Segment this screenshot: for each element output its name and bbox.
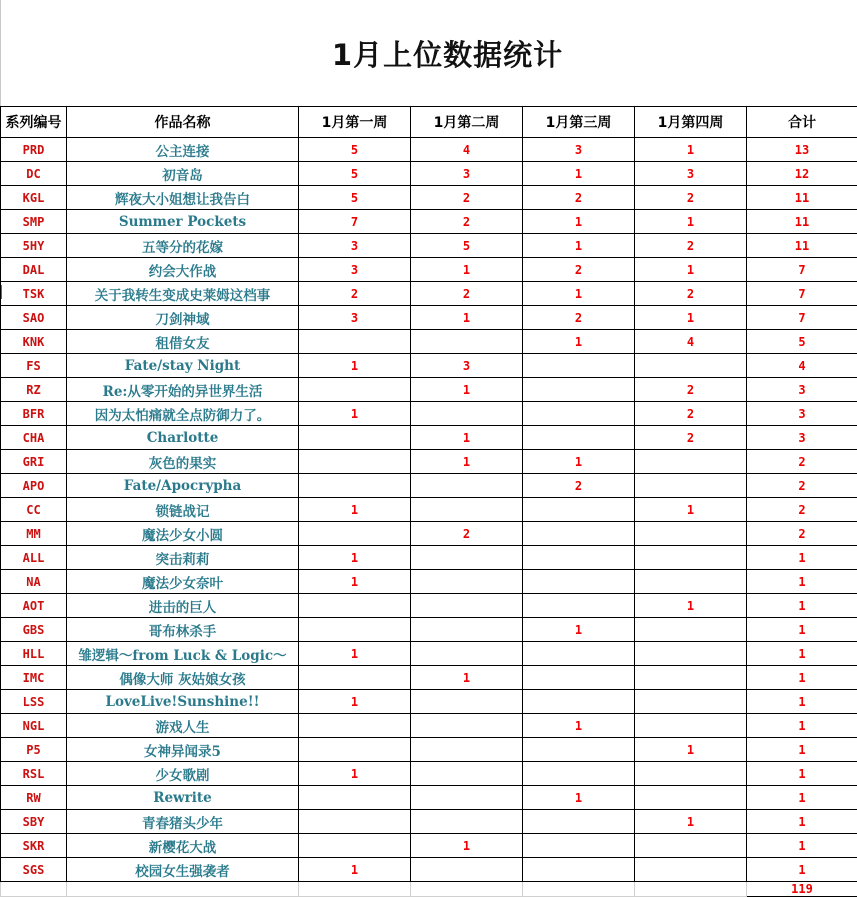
table-row (1, 738, 857, 762)
week3-cell (523, 762, 635, 786)
total-cell: 1 (747, 762, 857, 786)
header-name: 作品名称 (67, 107, 299, 138)
title-cell: 锁链战记 (67, 498, 299, 522)
total-cell: 1 (747, 666, 857, 690)
stats-table (0, 106, 857, 897)
week4-cell (635, 474, 747, 498)
series-code-cell: GBS (1, 618, 67, 642)
title-cell: Charlotte (67, 426, 299, 450)
week3-cell: 2 (523, 474, 635, 498)
series-code-cell: DAL (1, 258, 67, 282)
week3-cell: 1 (523, 450, 635, 474)
table-row (1, 330, 857, 354)
title-cell: 魔法少女奈叶 (67, 570, 299, 594)
week2-cell (411, 570, 523, 594)
week2-cell (411, 762, 523, 786)
title-cell: 校园女生强袭者 (67, 858, 299, 882)
table-row (1, 378, 857, 402)
week1-cell (299, 834, 411, 858)
week1-cell: 2 (299, 282, 411, 306)
week2-cell: 3 (411, 162, 523, 186)
table-row (1, 690, 857, 714)
title-cell: 新樱花大战 (67, 834, 299, 858)
week4-cell: 1 (635, 306, 747, 330)
week1-cell (299, 378, 411, 402)
series-code-cell: SMP (1, 210, 67, 234)
week1-cell (299, 330, 411, 354)
week4-cell: 2 (635, 234, 747, 258)
title-cell: LoveLive!Sunshine!! (67, 690, 299, 714)
week2-cell: 1 (411, 450, 523, 474)
title-cell: 游戏人生 (67, 714, 299, 738)
week1-cell (299, 714, 411, 738)
week4-cell: 2 (635, 378, 747, 402)
week1-cell (299, 450, 411, 474)
title-cell: 刀剑神域 (67, 306, 299, 330)
week4-cell: 1 (635, 498, 747, 522)
table-row (1, 282, 857, 306)
week4-cell (635, 618, 747, 642)
week4-cell: 1 (635, 258, 747, 282)
footer-cell (67, 882, 299, 897)
table-row (1, 402, 857, 426)
total-cell: 7 (747, 282, 857, 306)
week3-cell: 1 (523, 714, 635, 738)
week1-cell: 1 (299, 642, 411, 666)
table-row (1, 546, 857, 570)
week2-cell (411, 474, 523, 498)
week3-cell (523, 690, 635, 714)
week1-cell: 1 (299, 762, 411, 786)
table-row (1, 450, 857, 474)
series-code-cell: APO (1, 474, 67, 498)
series-code-cell: BFR (1, 402, 67, 426)
week3-cell: 1 (523, 618, 635, 642)
series-code-cell: KGL (1, 186, 67, 210)
title-cell: 魔法少女小圆 (67, 522, 299, 546)
week2-cell: 5 (411, 234, 523, 258)
title-cell: 青春猪头少年 (67, 810, 299, 834)
week2-cell (411, 786, 523, 810)
total-cell: 1 (747, 570, 857, 594)
footer-cell (523, 882, 635, 897)
title-cell: 突击莉莉 (67, 546, 299, 570)
table-row (1, 570, 857, 594)
week2-cell (411, 594, 523, 618)
series-code-cell: KNK (1, 330, 67, 354)
week1-cell (299, 738, 411, 762)
series-code-cell: TSK (1, 282, 67, 306)
table-row (1, 618, 857, 642)
week1-cell: 5 (299, 162, 411, 186)
series-code-cell: RZ (1, 378, 67, 402)
week4-cell: 2 (635, 282, 747, 306)
week1-cell: 3 (299, 234, 411, 258)
table-row (1, 810, 857, 834)
week4-cell: 4 (635, 330, 747, 354)
week3-cell: 2 (523, 306, 635, 330)
series-code-cell: RW (1, 786, 67, 810)
series-code-cell: SAO (1, 306, 67, 330)
total-cell: 3 (747, 378, 857, 402)
week1-cell: 1 (299, 546, 411, 570)
table-row (1, 498, 857, 522)
title-cell: 女神异闻录5 (67, 738, 299, 762)
week3-cell (523, 546, 635, 570)
total-cell: 11 (747, 210, 857, 234)
table-row (1, 426, 857, 450)
week1-cell (299, 474, 411, 498)
table-row (1, 642, 857, 666)
total-cell: 5 (747, 330, 857, 354)
series-code-cell: ALL (1, 546, 67, 570)
week4-cell: 1 (635, 738, 747, 762)
table-row (1, 234, 857, 258)
week3-cell (523, 378, 635, 402)
week3-cell (523, 858, 635, 882)
series-code-cell: CC (1, 498, 67, 522)
header-code: 系列编号 (1, 107, 67, 138)
series-code-cell: HLL (1, 642, 67, 666)
week1-cell: 3 (299, 306, 411, 330)
week1-cell: 5 (299, 186, 411, 210)
week4-cell (635, 570, 747, 594)
header-row (1, 107, 857, 138)
series-code-cell: LSS (1, 690, 67, 714)
week2-cell (411, 858, 523, 882)
total-cell: 1 (747, 618, 857, 642)
week3-cell (523, 498, 635, 522)
total-cell: 1 (747, 858, 857, 882)
series-code-cell: DC (1, 162, 67, 186)
total-cell: 1 (747, 834, 857, 858)
week3-cell: 1 (523, 282, 635, 306)
week2-cell (411, 402, 523, 426)
footer-cell (299, 882, 411, 897)
week1-cell: 1 (299, 570, 411, 594)
total-cell: 1 (747, 786, 857, 810)
week1-cell (299, 810, 411, 834)
table-row (1, 666, 857, 690)
total-cell: 12 (747, 162, 857, 186)
series-code-cell: MM (1, 522, 67, 546)
week2-cell: 2 (411, 186, 523, 210)
title-cell: 进击的巨人 (67, 594, 299, 618)
table-row (1, 474, 857, 498)
table-row (1, 138, 857, 162)
week1-cell: 1 (299, 354, 411, 378)
series-code-cell: SBY (1, 810, 67, 834)
week1-cell: 1 (299, 402, 411, 426)
footer-cell (1, 882, 67, 897)
week3-cell (523, 570, 635, 594)
week4-cell (635, 762, 747, 786)
total-cell: 7 (747, 258, 857, 282)
week2-cell: 2 (411, 282, 523, 306)
series-code-cell: SKR (1, 834, 67, 858)
title-cell: Fate/stay Night (67, 354, 299, 378)
week3-cell (523, 402, 635, 426)
week1-cell: 5 (299, 138, 411, 162)
series-code-cell: GRI (1, 450, 67, 474)
week1-cell (299, 594, 411, 618)
title-cell: 辉夜大小姐想让我告白 (67, 186, 299, 210)
week2-cell (411, 690, 523, 714)
week2-cell (411, 714, 523, 738)
week2-cell: 2 (411, 522, 523, 546)
week4-cell (635, 858, 747, 882)
total-cell: 4 (747, 354, 857, 378)
week4-cell (635, 666, 747, 690)
series-code-cell: SGS (1, 858, 67, 882)
total-cell: 3 (747, 402, 857, 426)
total-cell: 2 (747, 450, 857, 474)
grand-total: 119 (747, 882, 857, 897)
total-cell: 1 (747, 738, 857, 762)
week1-cell: 1 (299, 690, 411, 714)
title-cell: 五等分的花嫁 (67, 234, 299, 258)
week1-cell (299, 786, 411, 810)
table-row (1, 786, 857, 810)
footer-cell (635, 882, 747, 897)
week2-cell: 1 (411, 834, 523, 858)
total-cell: 1 (747, 642, 857, 666)
total-cell: 11 (747, 186, 857, 210)
week2-cell (411, 330, 523, 354)
series-code-cell: NGL (1, 714, 67, 738)
week4-cell (635, 546, 747, 570)
week4-cell (635, 786, 747, 810)
header-week1: 1月第一周 (299, 107, 411, 138)
table-row (1, 186, 857, 210)
title-cell: Rewrite (67, 786, 299, 810)
title-cell: 租借女友 (67, 330, 299, 354)
week2-cell (411, 642, 523, 666)
total-cell: 1 (747, 690, 857, 714)
footer-cell (411, 882, 523, 897)
week3-cell (523, 666, 635, 690)
series-code-cell: IMC (1, 666, 67, 690)
week2-cell (411, 618, 523, 642)
total-cell: 1 (747, 546, 857, 570)
title-cell: Fate/Apocrypha (67, 474, 299, 498)
table-row (1, 858, 857, 882)
week1-cell: 1 (299, 498, 411, 522)
title-cell: 哥布林杀手 (67, 618, 299, 642)
week4-cell (635, 642, 747, 666)
week2-cell: 1 (411, 426, 523, 450)
week4-cell (635, 354, 747, 378)
week3-cell: 1 (523, 162, 635, 186)
week4-cell (635, 690, 747, 714)
series-code-cell: PRD (1, 138, 67, 162)
table-row (1, 714, 857, 738)
week2-cell: 4 (411, 138, 523, 162)
week3-cell (523, 522, 635, 546)
week4-cell (635, 522, 747, 546)
footer-row (1, 882, 857, 897)
week3-cell: 3 (523, 138, 635, 162)
title-cell: 雏逻辑～from Luck & Logic～ (67, 642, 299, 666)
title-cell: 公主连接 (67, 138, 299, 162)
total-cell: 7 (747, 306, 857, 330)
week2-cell (411, 738, 523, 762)
table-row (1, 162, 857, 186)
week2-cell: 1 (411, 378, 523, 402)
week3-cell (523, 594, 635, 618)
table-row (1, 522, 857, 546)
total-cell: 2 (747, 474, 857, 498)
total-cell: 13 (747, 138, 857, 162)
table-row (1, 594, 857, 618)
week4-cell: 3 (635, 162, 747, 186)
table-row (1, 834, 857, 858)
total-cell: 2 (747, 498, 857, 522)
week2-cell: 3 (411, 354, 523, 378)
series-code-cell: NA (1, 570, 67, 594)
table-row (1, 258, 857, 282)
header-total: 合计 (747, 107, 857, 138)
table-row (1, 306, 857, 330)
week1-cell (299, 426, 411, 450)
week4-cell (635, 714, 747, 738)
week4-cell: 2 (635, 426, 747, 450)
week2-cell (411, 498, 523, 522)
week3-cell (523, 642, 635, 666)
table-body (1, 138, 857, 882)
week3-cell (523, 810, 635, 834)
title-cell: 约会大作战 (67, 258, 299, 282)
week4-cell: 2 (635, 186, 747, 210)
total-cell: 3 (747, 426, 857, 450)
week4-cell (635, 450, 747, 474)
week3-cell (523, 834, 635, 858)
week1-cell: 3 (299, 258, 411, 282)
week3-cell: 1 (523, 330, 635, 354)
week1-cell (299, 666, 411, 690)
week2-cell (411, 546, 523, 570)
title-cell: 灰色的果实 (67, 450, 299, 474)
title-cell: 少女歌剧 (67, 762, 299, 786)
week3-cell: 2 (523, 186, 635, 210)
week2-cell: 1 (411, 666, 523, 690)
table-row (1, 210, 857, 234)
week2-cell: 1 (411, 306, 523, 330)
title-cell: Summer Pockets (67, 210, 299, 234)
week3-cell (523, 426, 635, 450)
week4-cell: 1 (635, 210, 747, 234)
week4-cell (635, 834, 747, 858)
week4-cell: 2 (635, 402, 747, 426)
title-cell: 关于我转生变成史莱姆这档事 (67, 282, 299, 306)
week4-cell: 1 (635, 810, 747, 834)
total-cell: 1 (747, 714, 857, 738)
week2-cell: 1 (411, 258, 523, 282)
week1-cell (299, 618, 411, 642)
week4-cell: 1 (635, 594, 747, 618)
table-row (1, 354, 857, 378)
series-code-cell: AOT (1, 594, 67, 618)
series-code-cell: CHA (1, 426, 67, 450)
title-area (0, 0, 857, 106)
week3-cell (523, 354, 635, 378)
week3-cell: 1 (523, 210, 635, 234)
title-cell: 初音岛 (67, 162, 299, 186)
week2-cell: 2 (411, 210, 523, 234)
total-cell: 2 (747, 522, 857, 546)
header-week3: 1月第三周 (523, 107, 635, 138)
total-cell: 11 (747, 234, 857, 258)
title-cell: 偶像大师 灰姑娘女孩 (67, 666, 299, 690)
week1-cell: 1 (299, 858, 411, 882)
week3-cell: 1 (523, 234, 635, 258)
title-cell: 因为太怕痛就全点防御力了。 (67, 402, 299, 426)
series-code-cell: RSL (1, 762, 67, 786)
series-code-cell: P5 (1, 738, 67, 762)
series-code-cell: FS (1, 354, 67, 378)
title-cell: Re:从零开始的异世界生活 (67, 378, 299, 402)
table-row (1, 762, 857, 786)
week1-cell: 7 (299, 210, 411, 234)
sheet-title: 1月上位数据统计 (331, 38, 564, 72)
week4-cell: 1 (635, 138, 747, 162)
week3-cell: 1 (523, 786, 635, 810)
header-week2: 1月第二周 (411, 107, 523, 138)
total-cell: 1 (747, 594, 857, 618)
week3-cell: 2 (523, 258, 635, 282)
week3-cell (523, 738, 635, 762)
series-code-cell: 5HY (1, 234, 67, 258)
total-cell: 1 (747, 810, 857, 834)
week1-cell (299, 522, 411, 546)
week2-cell (411, 810, 523, 834)
header-week4: 1月第四周 (635, 107, 747, 138)
